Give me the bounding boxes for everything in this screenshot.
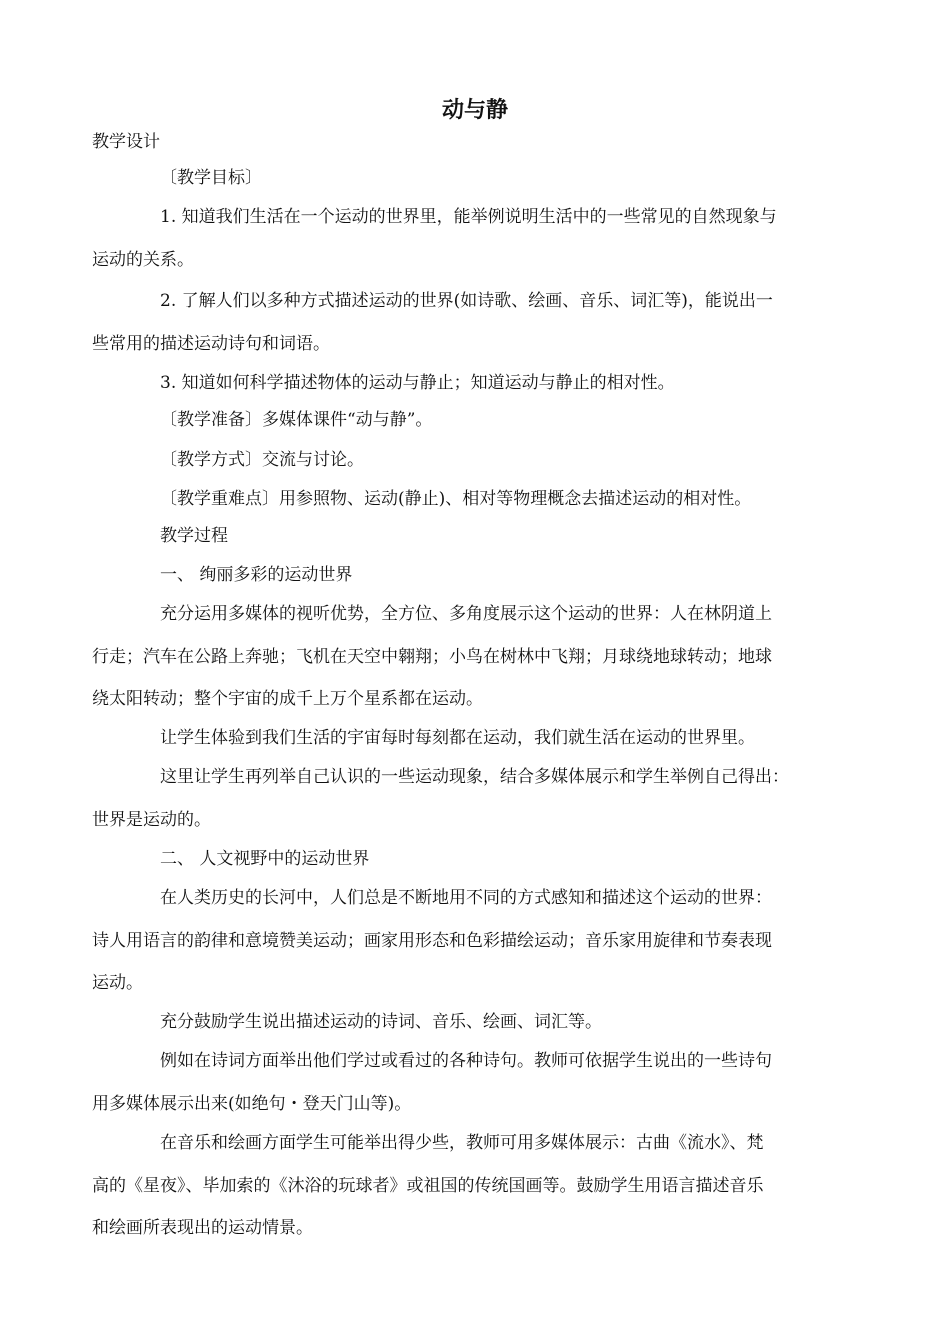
paragraph-1-line-2: 行走；汽车在公路上奔驰；飞机在天空中翱翔；小鸟在树林中飞翔；月球绕地球转动；地球 <box>92 647 772 667</box>
paragraph-4-line-1: 在人类历史的长河中，人们总是不断地用不同的方式感知和描述这个运动的世界： <box>160 888 772 908</box>
key-difficulties: 〔教学重难点〕用参照物、运动(静止)、相对等物理概念去描述运动的相对性。 <box>160 489 752 509</box>
paragraph-3-line-2: 世界是运动的。 <box>92 810 211 830</box>
paragraph-7-line-1: 在音乐和绘画方面学生可能举出得少些，教师可用多媒体展示：古曲《流水》、梵 <box>160 1133 764 1153</box>
paragraph-2: 让学生体验到我们生活的宇宙每时每刻都在运动，我们就生活在运动的世界里。 <box>160 728 755 748</box>
paragraph-7-line-3: 和绘画所表现出的运动情景。 <box>92 1218 313 1238</box>
paragraph-1-line-1: 充分运用多媒体的视听优势，全方位、多角度展示这个运动的世界：人在林阴道上 <box>160 604 772 624</box>
paragraph-7-line-2: 高的《星夜》、毕加索的《沐浴的玩球者》或祖国的传统国画等。鼓励学生用语言描述音乐 <box>92 1176 764 1196</box>
objective-3: 3. 知道如何科学描述物体的运动与静止；知道运动与静止的相对性。 <box>160 373 675 393</box>
heading-objectives: 〔教学目标〕 <box>160 168 262 188</box>
teaching-preparation: 〔教学准备〕多媒体课件“动与静”。 <box>160 410 433 430</box>
paragraph-1-line-3: 绕太阳转动；整个宇宙的成千上万个星系都在运动。 <box>92 689 483 709</box>
paragraph-5: 充分鼓励学生说出描述运动的诗词、音乐、绘画、词汇等。 <box>160 1012 602 1032</box>
paragraph-3-line-1: 这里让学生再列举自己认识的一些运动现象，结合多媒体展示和学生举例自己得出： <box>160 767 789 787</box>
subheading-1: 一、 绚丽多彩的运动世界 <box>160 565 353 585</box>
paragraph-4-line-3: 运动。 <box>92 973 143 993</box>
objective-2-line-1: 2. 了解人们以多种方式描述运动的世界(如诗歌、绘画、音乐、词汇等)，能说出一 <box>160 291 773 311</box>
paragraph-6-line-2: 用多媒体展示出来(如绝句・登天门山等)。 <box>92 1094 412 1114</box>
document-title: 动与静 <box>441 98 508 123</box>
objective-2-line-2: 些常用的描述运动诗句和词语。 <box>92 334 330 354</box>
section-heading-design: 教学设计 <box>92 132 160 152</box>
paragraph-4-line-2: 诗人用语言的韵律和意境赞美运动；画家用形态和色彩描绘运动；音乐家用旋律和节奏表现 <box>92 931 772 951</box>
teaching-method: 〔教学方式〕交流与讨论。 <box>160 450 364 470</box>
section-heading-process: 教学过程 <box>160 526 228 546</box>
subheading-2: 二、 人文视野中的运动世界 <box>160 849 370 869</box>
paragraph-6-line-1: 例如在诗词方面举出他们学过或看过的各种诗句。教师可依据学生说出的一些诗句 <box>160 1051 772 1071</box>
objective-1-line-2: 运动的关系。 <box>92 250 194 270</box>
objective-1-line-1: 1. 知道我们生活在一个运动的世界里，能举例说明生活中的一些常见的自然现象与 <box>160 207 777 227</box>
